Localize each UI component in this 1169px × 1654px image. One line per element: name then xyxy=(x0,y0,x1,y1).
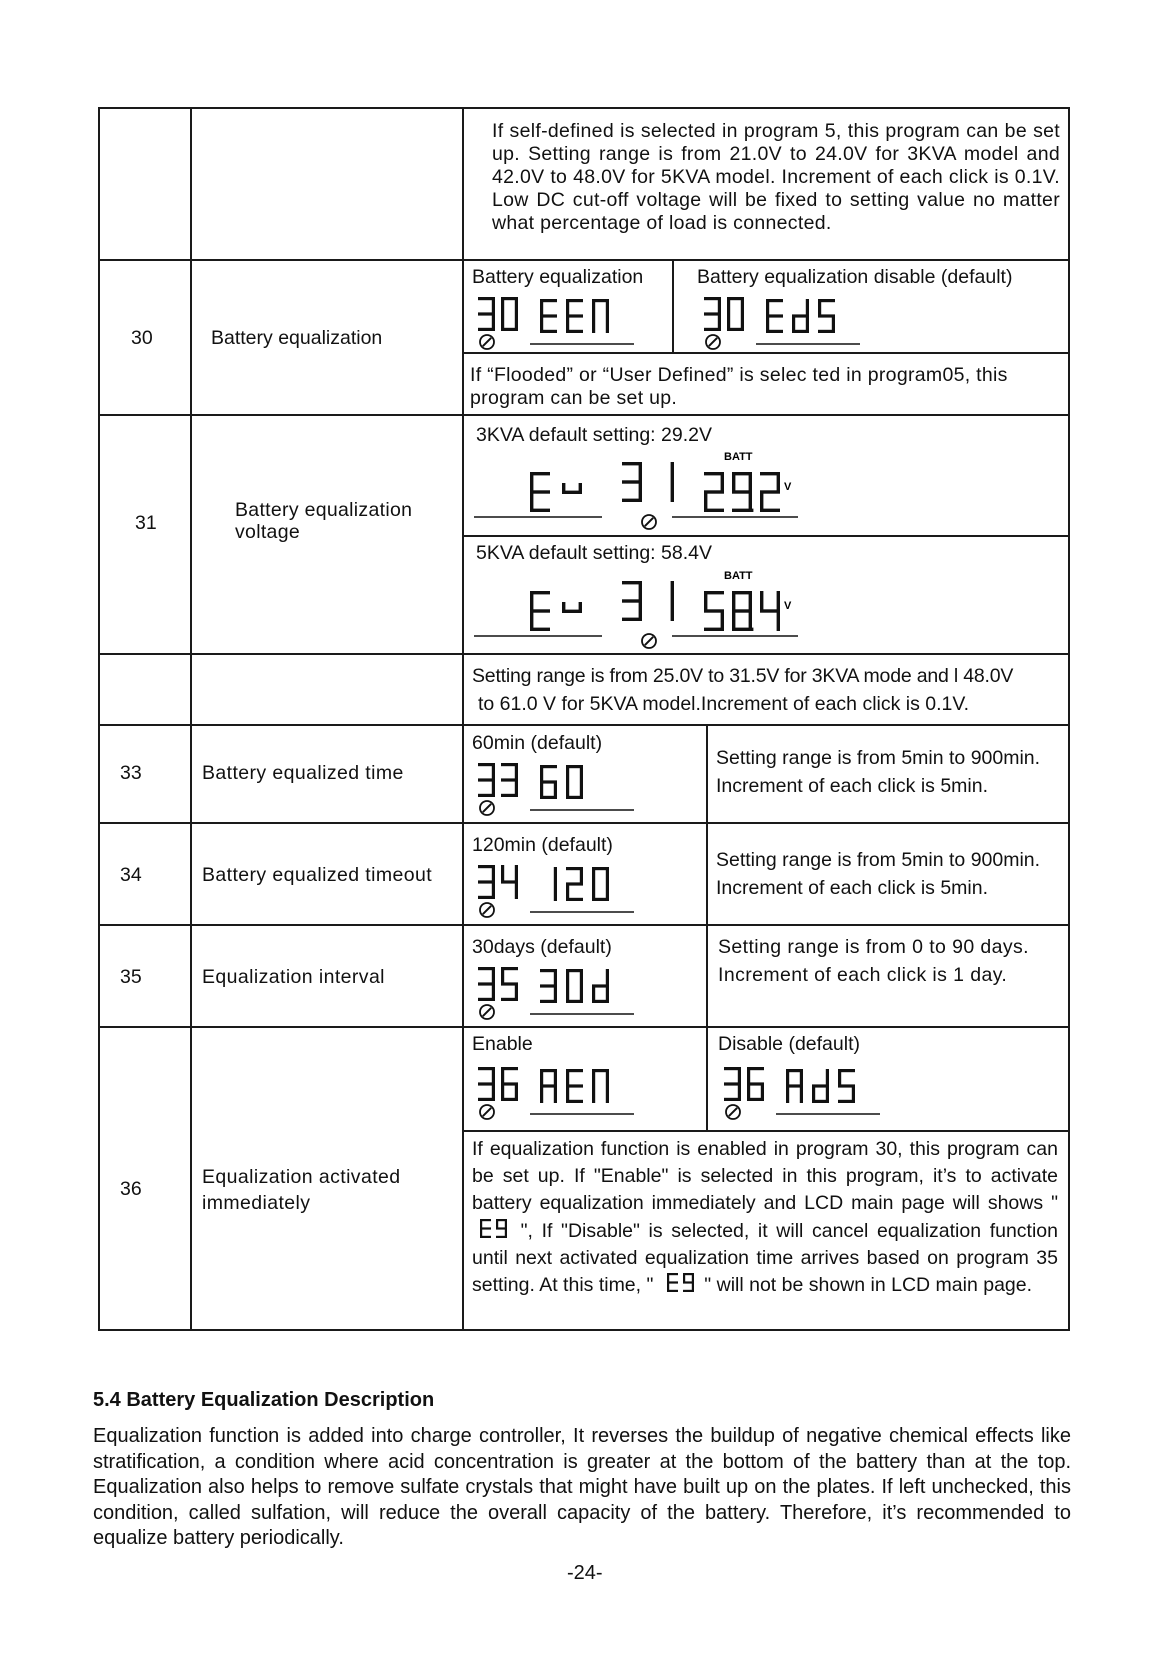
lcd-value-digit-segment xyxy=(777,591,780,611)
lcd-value-digit-segment xyxy=(592,1069,595,1086)
lcd-value-digit-segment xyxy=(832,316,835,333)
program-32-range-line1: Setting range is from 25.0V to 31.5V for 3KVA mode and l 48.0V xyxy=(472,665,1014,687)
lcd-program-code-digit-segment xyxy=(741,297,744,314)
lcd-program-code-digit-segment xyxy=(747,1067,750,1084)
lcd-prefix-digit-segment xyxy=(530,472,533,492)
wrench-icon-stroke xyxy=(483,338,491,346)
lcd-program-code-digit-segment xyxy=(639,482,642,502)
lcd-program-code-digit-segment xyxy=(492,763,495,780)
lcd-value-digit-segment xyxy=(732,611,735,631)
e9-icon-digit-segment xyxy=(480,1219,482,1229)
program-34-number: 34 xyxy=(120,864,142,886)
e9-icon-glyph xyxy=(665,1272,705,1294)
lcd-value-digit-segment xyxy=(777,472,780,492)
program-35-name: Equalization interval xyxy=(202,966,385,988)
lcd-program-code-digit-segment xyxy=(501,314,504,331)
lcd-program-code-digit-segment xyxy=(741,314,744,331)
lcd-prefix-digit-segment xyxy=(530,611,533,631)
lcd-value-digit-segment xyxy=(704,591,707,611)
lcd-prefix-digit-segment xyxy=(579,602,582,613)
lcd-program-code-digit-segment xyxy=(738,1067,741,1084)
lcd-prefix-digit-segment xyxy=(562,483,565,494)
lcd-value-digit-segment xyxy=(554,867,557,884)
lcd-value-digit-segment xyxy=(566,969,569,986)
section-heading: 5.4 Battery Equalization Description xyxy=(93,1389,435,1411)
program-35-desc-line2: Increment of each click is 1 day. xyxy=(718,964,1008,986)
program-33-number: 33 xyxy=(120,762,142,784)
lcd-value-digit-segment xyxy=(580,986,583,1003)
lcd-value-digit-segment xyxy=(760,492,763,512)
voltage-unit: V xyxy=(784,600,792,612)
batt-indicator: BATT xyxy=(724,451,753,463)
program-30-name: Battery equalization xyxy=(211,327,383,349)
lcd-value-digit-segment xyxy=(580,867,583,884)
program-35-option-label: 30days (default) xyxy=(472,936,612,958)
lcd-display-35 xyxy=(474,964,654,1024)
lcd-prefix-digit-segment xyxy=(530,591,533,611)
program-31-3kva-label: 3KVA default setting: 29.2V xyxy=(476,424,712,446)
program-30-option-disable-label: Battery equalization disable (default) xyxy=(697,266,1013,288)
lcd-value-digit-segment xyxy=(826,1086,829,1103)
lcd-value-digit-segment xyxy=(580,765,583,782)
lcd-value-digit-segment xyxy=(606,884,609,901)
program-31-name: Battery equalization voltage xyxy=(235,499,413,543)
lcd-value-digit-segment xyxy=(554,1086,557,1103)
e9-icon-digit-segment xyxy=(667,1273,669,1283)
lcd-value-digit-segment xyxy=(592,867,595,884)
e9-icon-digit-segment xyxy=(683,1273,685,1283)
lcd-value-digit-segment xyxy=(566,765,569,782)
lcd-value-digit-segment xyxy=(566,316,569,333)
lcd-value-digit-segment xyxy=(554,969,557,986)
lcd-value-digit-segment xyxy=(800,1069,803,1086)
lcd-program-code-digit-segment xyxy=(492,1084,495,1101)
wrench-icon-stroke xyxy=(483,906,491,914)
lcd-value-digit-segment xyxy=(806,316,809,333)
lcd-value-digit-segment xyxy=(554,782,557,799)
e9-icon-digit-segment xyxy=(480,1228,482,1238)
lcd-program-code-digit-segment xyxy=(501,1067,504,1084)
lcd-value-digit-segment xyxy=(554,1069,557,1086)
lcd-decimal-point xyxy=(750,509,753,512)
lcd-value-digit-segment xyxy=(818,299,821,316)
lcd-display-31-3kva xyxy=(474,450,824,532)
lcd-program-code-digit-segment xyxy=(738,1084,741,1101)
lcd-value-digit-segment xyxy=(592,316,595,333)
e9-icon-digit-segment xyxy=(667,1283,669,1293)
lcd-value-digit-segment xyxy=(786,1086,789,1103)
lcd-value-digit-segment xyxy=(806,299,809,316)
lcd-program-code-digit-segment xyxy=(492,1067,495,1084)
lcd-value-digit-segment xyxy=(786,1069,789,1086)
lcd-display-30-enable xyxy=(474,294,654,354)
lcd-program-code-digit-segment xyxy=(515,882,518,899)
program-36-option-enable-label: Enable xyxy=(472,1033,533,1055)
e9-icon-digit-segment xyxy=(692,1273,694,1283)
lcd-display-30-disable xyxy=(700,294,880,354)
lcd-program-code-digit-segment xyxy=(671,482,674,502)
lcd-program-code-digit-segment xyxy=(492,882,495,899)
lcd-program-code-digit-segment xyxy=(718,297,721,314)
lcd-value-digit-segment xyxy=(540,316,543,333)
lcd-value-digit-segment xyxy=(592,884,595,901)
program-29-description: If self-defined is selected in program 5, this program can be set up. Setting range is from 21.0V to 24.0V for 3KVA model and 42.0V to 48.0V for 5KVA model. Increment of each click is 0.1V. Low DC cut-off voltage will be fixed to setting value no matter what percentage of load is connected. xyxy=(492,120,1060,234)
lcd-prefix-digit-segment xyxy=(562,602,565,613)
program-34-option-label: 120min (default) xyxy=(472,834,613,856)
lcd-program-code-digit-segment xyxy=(515,1084,518,1101)
lcd-program-code-digit-segment xyxy=(492,314,495,331)
lcd-value-digit-segment xyxy=(732,472,735,492)
program-34-desc-line1: Setting range is from 5min to 900min. xyxy=(716,849,1041,871)
lcd-program-code-digit-segment xyxy=(671,601,674,621)
program-36-note-part1: If equalization function is enabled in program 30, this program can be set up. If "Enable" is selected in this program, it’s to activate battery equalization immediately and LCD main page will shows " xyxy=(472,1138,1058,1215)
lcd-program-code-digit-segment xyxy=(639,581,642,601)
lcd-program-code-digit-segment xyxy=(747,1084,750,1101)
lcd-value-digit-segment xyxy=(792,316,795,333)
lcd-value-digit-segment xyxy=(566,884,569,901)
lcd-value-digit-segment xyxy=(540,1069,543,1086)
wrench-icon-stroke xyxy=(483,1008,491,1016)
lcd-value-digit-segment xyxy=(580,969,583,986)
lcd-program-code-digit-segment xyxy=(492,984,495,1001)
lcd-display-36-disable xyxy=(720,1064,910,1128)
lcd-value-digit-segment xyxy=(606,867,609,884)
lcd-display-34 xyxy=(474,862,654,922)
lcd-display-33 xyxy=(474,760,654,820)
program-33-desc-line1: Setting range is from 5min to 900min. xyxy=(716,747,1041,769)
program-35-desc-line1: Setting range is from 0 to 90 days. xyxy=(718,936,1029,958)
lcd-value-digit-segment xyxy=(749,591,752,611)
program-36-number: 36 xyxy=(120,1178,142,1200)
lcd-value-digit-segment xyxy=(606,1086,609,1103)
lcd-program-code-digit-segment xyxy=(492,967,495,984)
program-30-number: 30 xyxy=(131,327,153,349)
lcd-value-digit-segment xyxy=(766,316,769,333)
program-36-note xyxy=(472,1136,1058,1299)
lcd-program-code-digit-segment xyxy=(718,314,721,331)
lcd-program-code-digit-segment xyxy=(515,297,518,314)
e9-icon-digit-segment xyxy=(496,1219,498,1229)
lcd-program-code-digit-segment xyxy=(639,601,642,621)
lcd-value-digit-segment xyxy=(540,299,543,316)
lcd-prefix-digit-segment xyxy=(530,492,533,512)
lcd-value-digit-segment xyxy=(566,986,569,1003)
lcd-value-digit-segment xyxy=(606,299,609,316)
lcd-value-digit-segment xyxy=(566,299,569,316)
lcd-value-digit-segment xyxy=(704,492,707,512)
lcd-value-digit-segment xyxy=(566,1069,569,1086)
lcd-value-digit-segment xyxy=(812,1086,815,1103)
lcd-program-code-digit-segment xyxy=(515,314,518,331)
lcd-program-code-digit-segment xyxy=(727,297,730,314)
lcd-value-digit-segment xyxy=(721,472,724,492)
e9-icon xyxy=(659,1272,699,1294)
lcd-display-36-enable xyxy=(474,1064,664,1128)
wrench-icon-stroke xyxy=(709,338,717,346)
lcd-program-code-digit-segment xyxy=(492,865,495,882)
lcd-value-digit-segment xyxy=(826,1069,829,1086)
lcd-value-digit-segment xyxy=(838,1069,841,1086)
e9-icon-digit-segment xyxy=(692,1283,694,1293)
lcd-value-digit-segment xyxy=(766,299,769,316)
program-32-range-line2: to 61.0 V for 5KVA model.Increment of each click is 0.1V. xyxy=(478,693,970,715)
lcd-program-code-digit-segment xyxy=(727,314,730,331)
lcd-program-code-digit-segment xyxy=(761,1084,764,1101)
lcd-program-code-digit-segment xyxy=(501,967,504,984)
program-30-note: If “Flooded” or “User Defined” is selec ted in program05, this program can be set up. xyxy=(470,364,1008,409)
lcd-value-digit-segment xyxy=(749,472,752,492)
lcd-value-digit-segment xyxy=(606,1069,609,1086)
lcd-program-code-digit-segment xyxy=(639,462,642,482)
batt-indicator: BATT xyxy=(724,570,753,582)
page-number: -24- xyxy=(567,1562,603,1584)
lcd-value-digit-segment xyxy=(554,986,557,1003)
program-34-desc-line2: Increment of each click is 5min. xyxy=(716,877,989,899)
lcd-value-digit-segment xyxy=(606,969,609,986)
lcd-value-digit-segment xyxy=(606,986,609,1003)
e9-icon xyxy=(472,1218,512,1240)
program-36-name: Equalization activated immediately xyxy=(202,1166,401,1214)
lcd-display-31-5kva xyxy=(474,569,824,651)
e9-icon-glyph xyxy=(478,1218,518,1240)
lcd-value-digit-segment xyxy=(540,782,543,799)
program-34-name: Battery equalized timeout xyxy=(202,864,433,886)
e9-icon-digit-segment xyxy=(505,1228,507,1238)
wrench-icon-stroke xyxy=(483,1108,491,1116)
lcd-program-code-digit-segment xyxy=(515,780,518,797)
lcd-value-digit-segment xyxy=(606,316,609,333)
lcd-value-digit-segment xyxy=(580,782,583,799)
lcd-value-digit-segment xyxy=(554,884,557,901)
lcd-value-digit-segment xyxy=(592,299,595,316)
wrench-icon-stroke xyxy=(729,1108,737,1116)
program-33-name: Battery equalized time xyxy=(202,762,404,784)
program-30-option-enable-label: Battery equalization xyxy=(472,266,644,288)
program-31-number: 31 xyxy=(135,512,157,534)
lcd-value-digit-segment xyxy=(732,591,735,611)
lcd-program-code-digit-segment xyxy=(501,865,504,882)
lcd-program-code-digit-segment xyxy=(501,297,504,314)
wrench-icon-stroke xyxy=(483,804,491,812)
section-body: Equalization function is added into charge controller, It reverses the buildup of negative chemical effects like stratification, a condition where acid concentration is greater at the bottom of the battery than at the top. Equalization also helps to remove sulfate crystals that might have built up on the plates. If left unchecked, this condition, called sulfation, will reduce the overall capacity of the battery. Therefore, it’s recommended to equalize battery periodically. xyxy=(93,1425,1071,1549)
lcd-program-code-digit-segment xyxy=(515,763,518,780)
lcd-value-digit-segment xyxy=(800,1086,803,1103)
lcd-value-digit-segment xyxy=(566,1086,569,1103)
lcd-value-digit-segment xyxy=(592,1086,595,1103)
lcd-prefix-digit-segment xyxy=(579,483,582,494)
lcd-program-code-digit-segment xyxy=(501,1084,504,1101)
program-31-5kva-label: 5KVA default setting: 58.4V xyxy=(476,542,712,564)
program-33-desc-line2: Increment of each click is 5min. xyxy=(716,775,989,797)
wrench-icon-stroke xyxy=(645,637,653,645)
lcd-program-code-digit-segment xyxy=(515,984,518,1001)
lcd-value-digit-segment xyxy=(592,986,595,1003)
lcd-value-digit-segment xyxy=(540,765,543,782)
program-36-note-part3: " will not be shown in LCD main page. xyxy=(704,1274,1033,1297)
lcd-program-code-digit-segment xyxy=(492,780,495,797)
e9-icon-digit-segment xyxy=(505,1219,507,1229)
lcd-value-digit-segment xyxy=(777,611,780,631)
lcd-value-digit-segment xyxy=(852,1086,855,1103)
lcd-decimal-point xyxy=(750,628,753,631)
lcd-program-code-digit-segment xyxy=(492,297,495,314)
program-35-number: 35 xyxy=(120,966,142,988)
lcd-program-code-digit-segment xyxy=(515,865,518,882)
program-36-option-disable-label: Disable (default) xyxy=(718,1033,860,1055)
lcd-value-digit-segment xyxy=(566,782,569,799)
wrench-icon-stroke xyxy=(645,518,653,526)
lcd-program-code-digit-segment xyxy=(671,462,674,482)
program-36-note-part2: ", If "Disable" is selected, it will cancel equalization function until next activated equalization time arrives based on program 35 setting. At this time, " xyxy=(472,1219,1058,1297)
lcd-value-digit-segment xyxy=(760,591,763,611)
lcd-value-digit-segment xyxy=(540,1086,543,1103)
program-33-option-label: 60min (default) xyxy=(472,732,603,754)
voltage-unit: V xyxy=(784,481,792,493)
lcd-value-digit-segment xyxy=(721,611,724,631)
lcd-program-code-digit-segment xyxy=(671,581,674,601)
